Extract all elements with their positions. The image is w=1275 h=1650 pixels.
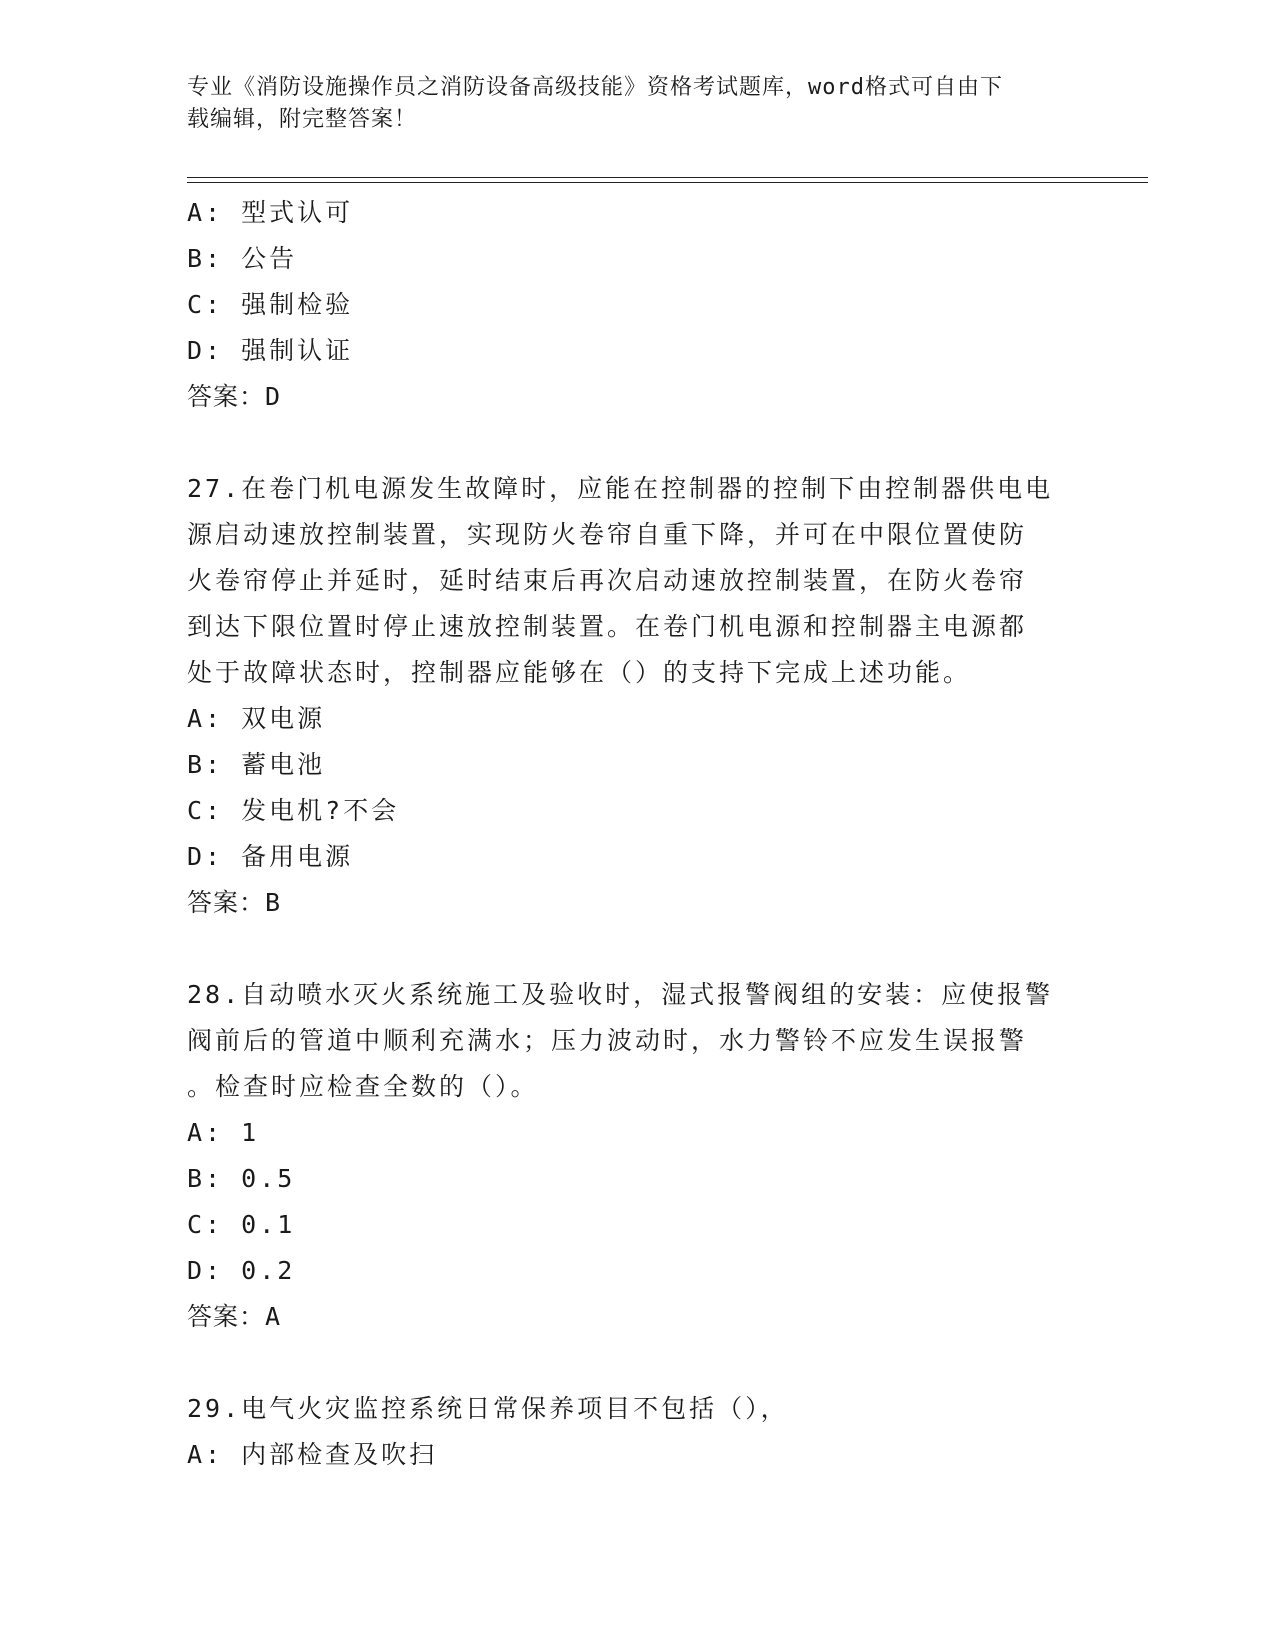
question-26 [187, 190, 1087, 420]
question-text-line: 阀前后的管道中顺利充满水；压力波动时，水力警铃不应发生误报警 [187, 1026, 1028, 1055]
spacer [187, 420, 1087, 466]
header-divider-bottom [187, 182, 1148, 183]
question-text-line: 火卷帘停止并延时，延时结束后再次启动速放控制装置，在防火卷帘 [187, 566, 1028, 595]
option-a: A: 型式认可 [187, 198, 354, 227]
option-c: C: 0.1 [187, 1210, 296, 1239]
question-list [187, 190, 1087, 1478]
option-d: D: 强制认证 [187, 336, 354, 365]
question-text-line: 28.自动喷水灭火系统施工及验收时，湿式报警阀组的安装：应使报警 [187, 980, 1054, 1009]
header-line-1: 专业《消防设施操作员之消防设备高级技能》资格考试题库，word格式可自由下 [187, 75, 1003, 100]
option-b: B: 公告 [187, 244, 298, 273]
question-text [187, 1386, 1067, 1432]
document-header [187, 72, 1067, 136]
question-28 [187, 972, 1087, 1340]
header-divider-top [187, 177, 1148, 178]
header-line-2: 载编辑，附完整答案！ [187, 107, 418, 132]
question-27 [187, 466, 1087, 926]
option-b: B: 蓄电池 [187, 750, 326, 779]
option-a: A: 内部检查及吹扫 [187, 1440, 438, 1469]
answer-line: 答案：D [187, 382, 282, 411]
option-c: C: 强制检验 [187, 290, 354, 319]
option-d: D: 0.2 [187, 1256, 296, 1285]
option-b: B: 0.5 [187, 1164, 296, 1193]
question-text [187, 466, 1067, 696]
question-text-line: 。检查时应检查全数的（）。 [187, 1072, 539, 1101]
option-a: A: 双电源 [187, 704, 326, 733]
question-text-line: 27.在卷门机电源发生故障时，应能在控制器的控制下由控制器供电电 [187, 474, 1054, 503]
option-a: A: 1 [187, 1118, 260, 1147]
answer-line: 答案：B [187, 888, 282, 917]
question-text-line: 29.电气火灾监控系统日常保养项目不包括（）， [187, 1394, 789, 1423]
answer-line: 答案：A [187, 1302, 282, 1331]
option-d: D: 备用电源 [187, 842, 354, 871]
question-text-line: 处于故障状态时，控制器应能够在（）的支持下完成上述功能。 [187, 658, 972, 687]
question-text-line: 到达下限位置时停止速放控制装置。在卷门机电源和控制器主电源都 [187, 612, 1028, 641]
spacer [187, 1340, 1087, 1386]
question-29 [187, 1386, 1087, 1478]
option-c: C: 发电机?不会 [187, 796, 400, 825]
question-text [187, 972, 1067, 1110]
spacer [187, 926, 1087, 972]
question-text-line: 源启动速放控制装置，实现防火卷帘自重下降，并可在中限位置使防 [187, 520, 1028, 549]
